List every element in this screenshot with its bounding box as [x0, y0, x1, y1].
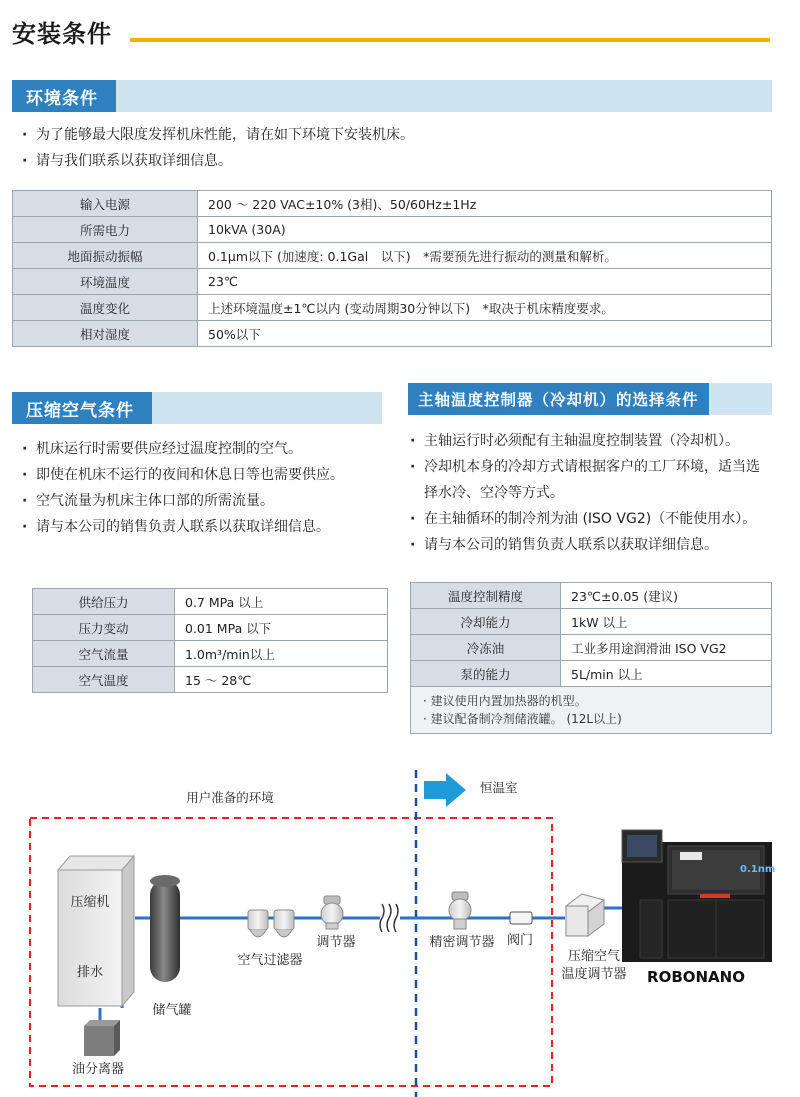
oil-separator-icon [84, 1020, 120, 1056]
oil-separator-label: 油分离器 [71, 1062, 125, 1077]
environment-heading: 环境条件 [12, 80, 116, 112]
list-item: · 即使在机床不运行的夜间和休息日等也需要供应。 [22, 462, 387, 488]
table-row: 温度变化 上述环境温度±1℃以内 (变动周期30分钟以下) *取决于机床精度要求。 [13, 295, 772, 321]
valve-label: 阀门 [506, 933, 534, 948]
air-table [32, 588, 388, 693]
robonano-machine-icon [622, 830, 775, 962]
list-item: · 请与我们联系以获取详细信息。 [22, 148, 762, 174]
pipe-break-icon [380, 904, 398, 932]
table-row: 压力变动 0.01 MPa 以下 [33, 615, 388, 641]
list-item: · 请与本公司的销售负责人联系以获取详细信息。 [410, 532, 772, 558]
valve-icon [510, 912, 532, 924]
table-row [411, 687, 772, 734]
table-row: 空气温度 15 〜 28℃ [33, 667, 388, 693]
tank-icon [150, 875, 180, 982]
user-env-label: 用户准备的环境 [186, 790, 274, 805]
environment-bullets [22, 122, 762, 174]
table-row: 地面振动振幅 0.1μm以下 (加速度: 0.1Gal 以下) *需要预先进行振动的测量和解析。 [13, 243, 772, 269]
chiller-heading: 主轴温度控制器（冷却机）的选择条件 [408, 383, 709, 415]
page-title: 安装条件 [12, 20, 112, 48]
chiller-notes [411, 687, 772, 734]
list-item: · 在主轴循环的制冷剂为油 (ISO VG2)（不能使用水）。 [410, 506, 772, 532]
table-row: 相对湿度 50%以下 [13, 321, 772, 347]
table-row: 温度控制精度 23℃±0.05 (建议) [411, 583, 772, 609]
table-row: 所需电力 10kVA (30A) [13, 217, 772, 243]
list-item: · 为了能够最大限度发挥机床性能，请在如下环境下安装机床。 [22, 122, 762, 148]
temp-regulator-label-1: 压缩空气 [567, 949, 621, 964]
table-row: 供给压力 0.7 MPa 以上 [33, 589, 388, 615]
precision-regulator-label: 精密调节器 [429, 935, 495, 950]
chiller-bullets [410, 428, 772, 558]
list-item: · 空气流量为机床主体口部的所需流量。 [22, 488, 387, 514]
machine-name-label: ROBONANO [647, 968, 745, 986]
environment-table [12, 190, 772, 347]
environment-header [12, 80, 772, 112]
constant-room-label: 恒温室 [480, 780, 518, 795]
table-row: 冷却能力 1kW 以上 [411, 609, 772, 635]
drain-label: 排水 [76, 965, 104, 980]
table-row: 环境温度 23℃ [13, 269, 772, 295]
air-bullets [22, 436, 387, 540]
temp-regulator-label-2: 温度调节器 [561, 967, 627, 982]
air-header [12, 392, 382, 424]
air-filter-icon [248, 910, 294, 937]
temp-regulator-icon [566, 894, 604, 936]
note-item: · 建议配备制冷剂储液罐。 (12L以上) [423, 712, 622, 726]
chiller-table [410, 582, 772, 734]
precision-regulator-icon [449, 892, 471, 929]
regulator-icon [321, 896, 343, 929]
table-row: 冷冻油 工业多用途润滑油 ISO VG2 [411, 635, 772, 661]
arrow-icon [424, 773, 466, 807]
list-item: · 主轴运行时必须配有主轴温度控制装置（冷却机）。 [410, 428, 772, 454]
compressor-label: 压缩机 [70, 895, 110, 910]
table-row: 泵的能力 5L/min 以上 [411, 661, 772, 687]
tank-label: 储气罐 [152, 1003, 192, 1018]
compressor-icon [58, 856, 134, 1006]
table-row: 输入电源 200 〜 220 VAC±10% (3相)、50/60Hz±1Hz [13, 191, 772, 217]
list-item: · 机床运行时需要供应经过温度控制的空气。 [22, 436, 387, 462]
title-rule [130, 38, 770, 42]
svg-text:0.1nm: 0.1nm [740, 864, 776, 875]
list-item: · 冷却机本身的冷却方式请根据客户的工厂环境，适当选择水冷、空冷等方式。 [410, 454, 772, 506]
list-item: · 请与本公司的销售负责人联系以获取详细信息。 [22, 514, 387, 540]
air-heading: 压缩空气条件 [12, 392, 152, 424]
table-row: 空气流量 1.0m³/min以上 [33, 641, 388, 667]
note-item: · 建议使用内置加热器的机型。 [423, 694, 587, 708]
air-filter-label: 空气过滤器 [237, 953, 303, 968]
regulator-label: 调节器 [316, 935, 356, 950]
air-supply-diagram [0, 760, 800, 1097]
chiller-header [408, 383, 772, 415]
